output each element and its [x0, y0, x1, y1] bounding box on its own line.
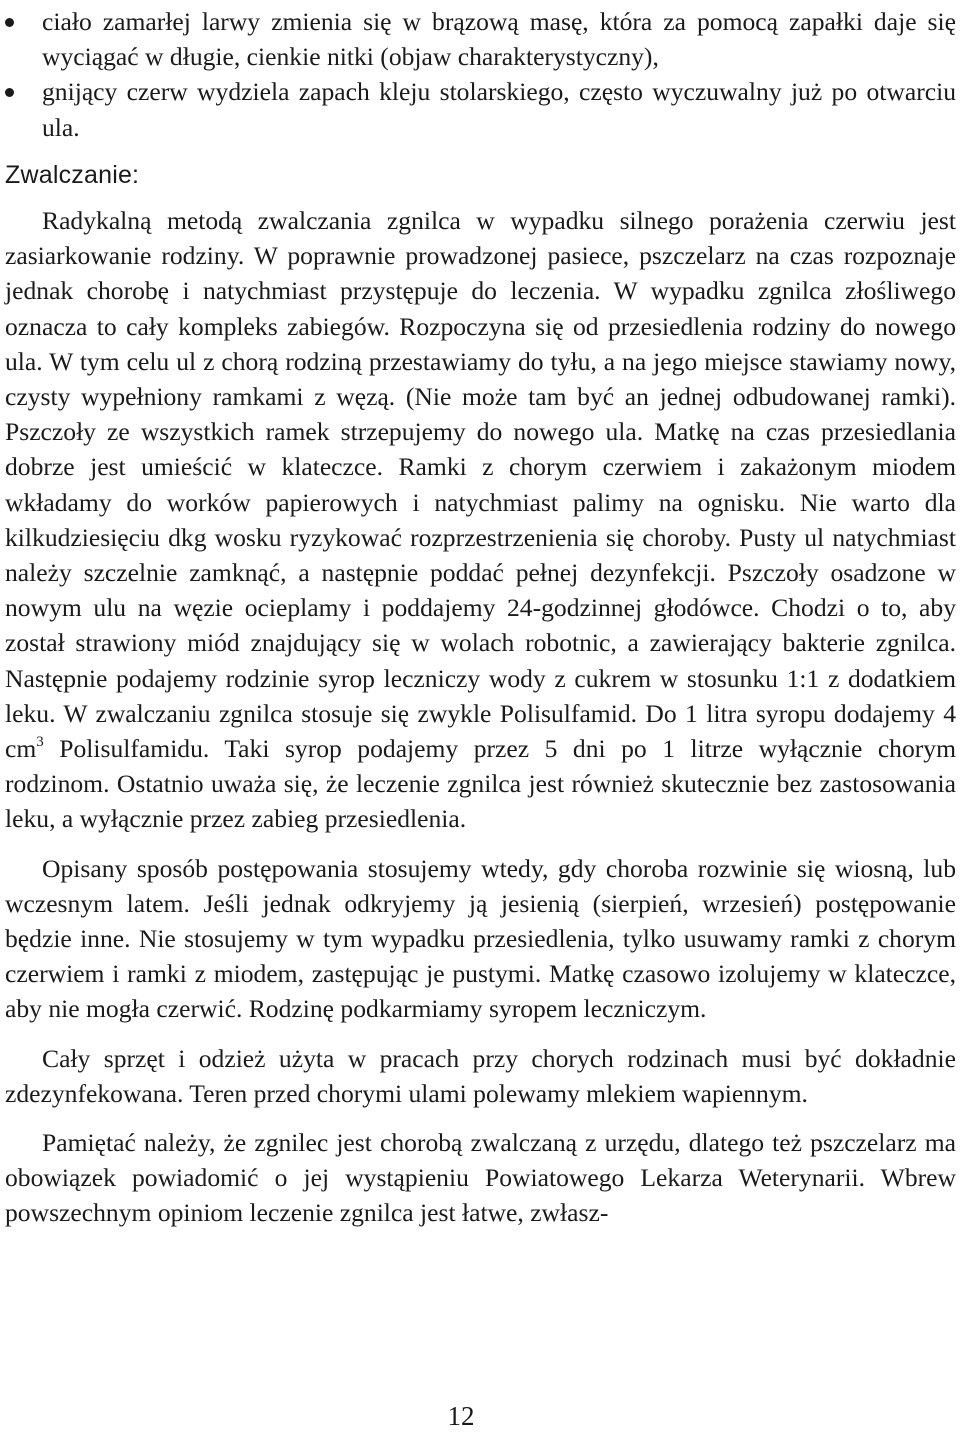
paragraph-disinfection: Cały sprzęt i odzież użyta w pracach przy chorych rodzinach musi być dokładnie zdezynfekowana. Teren przed chorymi ulami polewamy mlekiem wapiennym.: [5, 1043, 956, 1108]
symptom-list: [5, 4, 956, 145]
page-content: [5, 4, 956, 1231]
paragraph-text: Polisulfamidu. Taki syrop podajemy przez 5 dni po 1 litrze wyłącznie chorym rodzinom. Ostatnio uważa się, że leczenie zgnilca jest również skutecznie bez zastosowania leku, a wyłącznie przez zabieg przesiedlenia.: [5, 734, 956, 834]
bullet-icon: [5, 18, 14, 27]
superscript: 3: [36, 734, 44, 751]
list-item-text: ciało zamarłej larwy zmienia się w brązową masę, która za pomocą zapałki daje się wyciągać w długie, cienkie nitki (objaw charakterystyczny),: [42, 7, 956, 72]
paragraph-treatment: [5, 203, 956, 837]
section-heading-text: Zwalczanie:: [5, 160, 140, 189]
paragraph-text: Radykalną metodą zwalczania zgnilca w wypadku silnego porażenia czerwiu jest zasiarkowanie rodziny. W poprawnie prowadzonej pasiece, pszczelarz na czas rozpoznaje jednak chorobę i natychmiast przystępuje do leczenia. W wypadku zgnilca złośliwego oznacza to cały kompleks zabiegów. Rozpoczyna się od przesiedlenia rodziny do nowego ula. W tym celu ul z chorą rodziną przestawiamy do tyłu, a na jego miejsce stawiamy nowy, czysty wypełniony ramkami z węzą. (Nie może tam być an jednej odbudowanej ramki). Pszczoły ze wszystkich ramek strzepujemy do nowego ula. Matkę na czas przesiedlania dobrze jest umieścić w klateczce. Ramki z chorym czerwiem i zakażonym miodem wkładamy do worków papierowych i natychmiast palimy na ognisku. Nie warto dla kilkudziesięciu dkg wosku ryzykować rozprzestrzenienia się choroby. Pusty ul natychmiast należy szczelnie zamknąć, a następnie poddać pełnej dezynfekcji. Pszczoły osadzone w nowym ulu na węzie ocieplamy i poddajemy 24-godzinnej głodówce. Chodzi o to, aby został strawiony miód znajdujący się w wolach robotnic, a zawierający bakterie zgnilca. Następnie podajemy rodzinie syrop leczniczy wody z cukrem w stosunku 1:1 z dodatkiem leku. W zwalczaniu zgnilca stosuje się zwykle Polisulfamid. Do 1 litra syropu dodajemy 4 cm: [5, 206, 956, 764]
list-item: [5, 4, 956, 74]
paragraph-seasonal: Opisany sposób postępowania stosujemy wtedy, gdy choroba rozwinie się wiosną, lub wczesnym latem. Jeśli jednak odkryjemy ją jesienią (sierpień, wrzesień) postępowanie będzie inne. Nie stosujemy w tym wypadku przesiedlenia, tylko usuwamy ramki z chorym czerwiem i ramki z miodem, zastępując je pustymi. Matkę czasowo izolujemy w klateczce, aby nie mogła czerwić. Rodzinę podkarmiamy syropem leczniczym.: [5, 853, 956, 1024]
page-number: 12: [447, 1401, 475, 1431]
list-item-text: gnijący czerw wydziela zapach kleju stolarskiego, często wyczuwalny już po otwarciu ula.: [42, 77, 956, 142]
paragraph-notification: Pamiętać należy, że zgnilec jest chorobą zwalczaną z urzędu, dlatego też pszczelarz ma obowiązek powiadomić o jej wystąpieniu Powiatowego Lekarza Weterynarii. Wbrew powszechnym opiniom leczenie zgnilca jest łatwe, zwłasz-: [5, 1128, 956, 1228]
bullet-icon: [5, 88, 14, 97]
list-item: [5, 74, 956, 144]
section-heading: [5, 157, 956, 192]
document-page: [5, 0, 956, 1448]
